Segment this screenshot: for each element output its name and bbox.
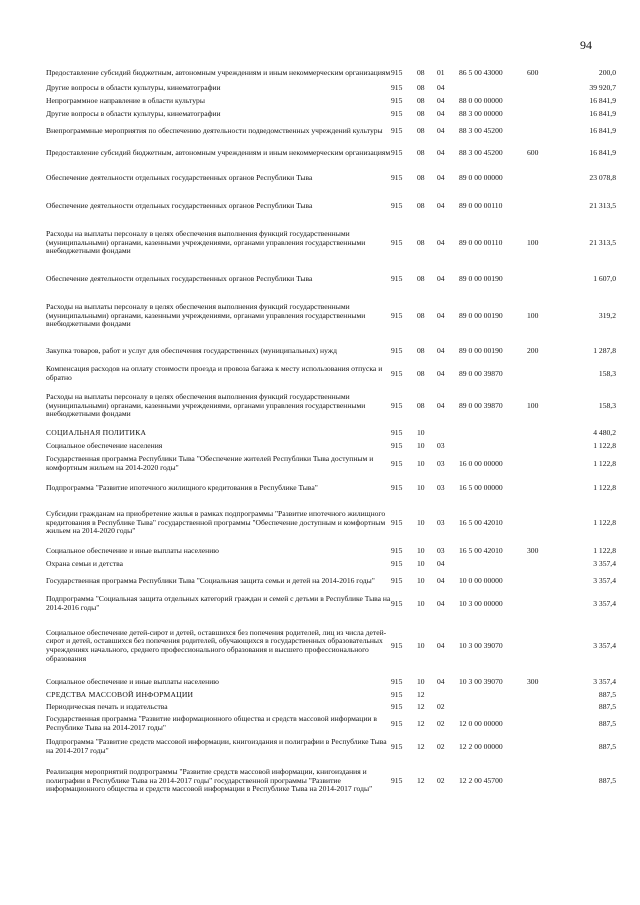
row-subsection-code: 03 — [437, 458, 445, 468]
row-section-code: 12 — [417, 718, 425, 728]
row-name: Государственная программа Республики Тыва "Социальная защита семьи и детей на 2014-2016 годы" — [46, 575, 375, 585]
row-expense-type-code: 200 — [527, 345, 539, 355]
row-section-code: 08 — [417, 273, 425, 283]
row-expense-type-code — [527, 689, 559, 701]
row-name: Обеспечение деятельности отдельных государственных органов Республики Тыва — [46, 172, 313, 182]
table-row — [46, 475, 616, 501]
row-subsection-code: 04 — [437, 640, 445, 650]
row-section-code: 12 — [417, 775, 425, 785]
table-row — [46, 545, 616, 558]
row-section-code: 10 — [417, 458, 425, 468]
row-target-article-code: 88 0 00 00000 — [459, 96, 503, 106]
row-name: Предоставление субсидий бюджетным, автономным учреждениям и иным некоммерческим организациям — [46, 67, 391, 77]
row-expense-type-code — [527, 701, 559, 713]
row-amount: 887,5 — [598, 701, 616, 711]
row-ministry-code: 915 — [391, 677, 403, 687]
row-ministry-code: 915 — [391, 775, 403, 785]
row-section-code: 08 — [417, 96, 425, 106]
row-target-article-code: 16 5 00 00000 — [459, 482, 503, 492]
row-subsection-code: 03 — [437, 517, 445, 527]
row-ministry-code: 915 — [391, 83, 403, 93]
row-expense-type-code: 300 — [527, 546, 539, 556]
row-expense-type-code: 300 — [527, 677, 539, 687]
table-row — [46, 713, 616, 735]
row-ministry-code: 915 — [391, 96, 403, 106]
row-amount: 3 357,4 — [593, 575, 616, 585]
row-target-article-code — [459, 440, 527, 453]
row-amount: 1 122,8 — [593, 441, 616, 451]
row-name: Другие вопросы в области культуры, кинематографии — [46, 109, 221, 119]
row-name: Подпрограмма "Социальная защита отдельных категорий граждан и семей с детьми в Республике Тыва на 2014-2016 годы" — [46, 594, 391, 612]
row-expense-type-code — [527, 363, 559, 385]
row-target-article-code: 89 0 00 39870 — [459, 368, 503, 378]
row-section-code: 10 — [417, 546, 425, 556]
row-expense-type-code — [527, 713, 559, 735]
row-target-article-code: 10 0 00 00000 — [459, 575, 503, 585]
row-target-article-code: 89 0 00 00110 — [459, 237, 503, 247]
row-name: Социальное обеспечение и иные выплаты населению — [46, 546, 219, 556]
row-subsection-code: 03 — [437, 546, 445, 556]
row-expense-type-code: 100 — [527, 310, 539, 320]
row-subsection-code: 04 — [437, 368, 445, 378]
row-name: Обеспечение деятельности отдельных государственных органов Республики Тыва — [46, 273, 313, 283]
row-expense-type-code — [527, 82, 559, 95]
row-amount: 1 287,8 — [593, 345, 616, 355]
row-subsection-code: 02 — [437, 701, 445, 711]
row-ministry-code: 915 — [391, 640, 403, 650]
row-ministry-code: 915 — [391, 718, 403, 728]
row-section-code: 08 — [417, 200, 425, 210]
row-section-code: 08 — [417, 237, 425, 247]
row-expense-type-code: 600 — [527, 147, 539, 157]
row-target-article-code — [459, 701, 527, 713]
row-target-article-code: 12 0 00 00000 — [459, 718, 503, 728]
row-target-article-code: 10 3 00 00000 — [459, 598, 503, 608]
row-expense-type-code: 600 — [527, 67, 539, 77]
row-name: Охрана семьи и детства — [46, 558, 123, 568]
row-amount: 21 313,5 — [589, 237, 616, 247]
row-expense-type-code — [527, 453, 559, 475]
row-amount: 158,3 — [598, 400, 616, 410]
row-subsection-code: 03 — [437, 441, 445, 451]
row-ministry-code: 915 — [391, 701, 403, 711]
row-subsection-code: 04 — [437, 400, 445, 410]
row-subsection-code: 04 — [437, 598, 445, 608]
row-subsection-code: 04 — [437, 345, 445, 355]
row-name: Обеспечение деятельности отдельных государственных органов Республики Тыва — [46, 200, 313, 210]
row-expense-type-code: 100 — [527, 400, 539, 410]
row-section-code: 08 — [417, 125, 425, 135]
row-subsection-code: 02 — [437, 741, 445, 751]
row-subsection-code: 04 — [437, 273, 445, 283]
table-row — [46, 221, 616, 265]
row-ministry-code: 915 — [391, 482, 403, 492]
row-ministry-code: 915 — [391, 310, 403, 320]
table-row — [46, 427, 616, 440]
row-expense-type-code: 100 — [527, 237, 539, 247]
row-amount: 887,5 — [598, 689, 616, 699]
row-name: Периодическая печать и издательства — [46, 701, 168, 711]
row-section-code: 08 — [417, 345, 425, 355]
row-name: Внепрограммные мероприятия по обеспечению деятельности подведомственных учреждений культуры — [46, 125, 383, 135]
table-row — [46, 759, 616, 803]
row-expense-type-code — [527, 265, 559, 293]
row-name: Подпрограмма "Развитие средств массовой информации, книгоиздания и полиграфии в Республике Тыва на 2014-2017 годы" — [46, 737, 387, 755]
row-expense-type-code — [527, 475, 559, 501]
row-ministry-code: 915 — [391, 598, 403, 608]
row-target-article-code: 89 0 00 39870 — [459, 400, 503, 410]
budget-table — [46, 64, 616, 803]
row-subsection-code: 04 — [437, 109, 445, 119]
row-target-article-code: 10 3 00 39070 — [459, 677, 503, 687]
row-expense-type-code — [527, 440, 559, 453]
row-ministry-code: 915 — [391, 172, 403, 182]
row-amount: 16 841,9 — [589, 109, 616, 119]
row-expense-type-code — [527, 759, 559, 803]
row-amount: 4 480,2 — [593, 428, 616, 438]
row-ministry-code: 915 — [391, 428, 403, 438]
row-target-article-code — [459, 427, 527, 440]
row-ministry-code: 915 — [391, 458, 403, 468]
row-name: Расходы на выплаты персоналу в целях обеспечения выполнения функций государственными (муниципальными) органами, казенными учреждениями, органами управления государственными внебюджетными фондами — [46, 301, 366, 329]
row-target-article-code: 89 0 00 00110 — [459, 200, 503, 210]
row-section-code: 10 — [417, 482, 425, 492]
row-target-article-code: 12 2 00 45700 — [459, 775, 503, 785]
row-target-article-code: 16 5 00 42010 — [459, 517, 503, 527]
row-subsection-code: 01 — [437, 67, 445, 77]
table-row — [46, 701, 616, 713]
row-name: Предоставление субсидий бюджетным, автономным учреждениям и иным некоммерческим организациям — [46, 147, 391, 157]
row-section-code: 10 — [417, 598, 425, 608]
budget-table-body — [46, 64, 616, 803]
table-row — [46, 64, 616, 82]
row-ministry-code: 915 — [391, 517, 403, 527]
row-ministry-code: 915 — [391, 109, 403, 119]
row-section-code: 08 — [417, 83, 425, 93]
row-subsection-code: 04 — [437, 575, 445, 585]
row-section-code: 10 — [417, 558, 425, 568]
row-subsection-code: 02 — [437, 775, 445, 785]
row-name: Подпрограмма "Развитие ипотечного жилищного кредитования в Республике Тыва" — [46, 482, 318, 492]
row-amount: 3 357,4 — [593, 598, 616, 608]
row-target-article-code — [459, 689, 527, 701]
table-row — [46, 191, 616, 221]
table-row — [46, 141, 616, 165]
row-subsection-code: 03 — [437, 482, 445, 492]
row-ministry-code: 915 — [391, 546, 403, 556]
row-ministry-code: 915 — [391, 273, 403, 283]
row-name: Непрограммное направление в области культуры — [46, 96, 205, 106]
row-expense-type-code — [527, 108, 559, 121]
table-row — [46, 363, 616, 385]
table-row — [46, 676, 616, 689]
row-section-code: 10 — [417, 575, 425, 585]
table-row — [46, 592, 616, 616]
row-name: Другие вопросы в области культуры, кинематографии — [46, 83, 221, 93]
row-expense-type-code — [527, 558, 559, 570]
row-amount: 1 122,8 — [593, 517, 616, 527]
row-section-code: 10 — [417, 428, 425, 438]
row-target-article-code: 89 0 00 00190 — [459, 345, 503, 355]
row-target-article-code: 12 2 00 00000 — [459, 741, 503, 751]
table-row — [46, 440, 616, 453]
row-section-code: 08 — [417, 400, 425, 410]
row-section-code: 10 — [417, 517, 425, 527]
row-name: СОЦИАЛЬНАЯ ПОЛИТИКА — [46, 428, 147, 438]
row-name: Расходы на выплаты персоналу в целях обеспечения выполнения функций государственными (муниципальными) органами, казенными учреждениями, органами управления государственными внебюджетными фондами — [46, 391, 366, 419]
table-row — [46, 265, 616, 293]
row-subsection-code: 04 — [437, 310, 445, 320]
row-ministry-code: 915 — [391, 368, 403, 378]
table-row — [46, 558, 616, 570]
table-row — [46, 95, 616, 108]
row-section-code: 10 — [417, 640, 425, 650]
row-section-code: 10 — [417, 677, 425, 687]
row-subsection-code: 04 — [437, 558, 445, 568]
row-name: Реализация мероприятий подпрограммы "Развитие средств массовой информации, книгоиздания и полиграфии в Республике Тыва на 2014-2017 годы" государственной программы "Развитие информационного общества и средств массовой информации в Республике Тыва на 2014-2017 годы" — [46, 766, 373, 794]
row-section-code: 08 — [417, 147, 425, 157]
table-row — [46, 82, 616, 95]
page-number: 94 — [580, 38, 592, 52]
row-target-article-code — [459, 558, 527, 570]
row-ministry-code: 915 — [391, 200, 403, 210]
row-amount: 16 841,9 — [589, 125, 616, 135]
row-amount: 23 078,8 — [589, 172, 616, 182]
row-amount: 200,0 — [598, 67, 616, 77]
row-name: Социальное обеспечение и иные выплаты населению — [46, 677, 219, 687]
row-amount: 3 357,4 — [593, 558, 616, 568]
row-ministry-code: 915 — [391, 237, 403, 247]
row-amount: 1 122,8 — [593, 546, 616, 556]
row-name: Закупка товаров, работ и услуг для обеспечения государственных (муниципальных) нужд — [46, 345, 337, 355]
row-expense-type-code — [527, 570, 559, 592]
row-subsection-code: 04 — [437, 677, 445, 687]
row-amount: 887,5 — [598, 775, 616, 785]
row-amount: 319,2 — [598, 310, 616, 320]
row-subsection-code: 04 — [437, 200, 445, 210]
row-amount: 3 357,4 — [593, 640, 616, 650]
row-amount: 887,5 — [598, 741, 616, 751]
row-section-code: 08 — [417, 368, 425, 378]
row-target-article-code: 16 0 00 00000 — [459, 458, 503, 468]
table-row — [46, 293, 616, 339]
row-target-article-code: 10 3 00 39070 — [459, 640, 503, 650]
row-section-code: 08 — [417, 172, 425, 182]
row-target-article-code: 88 3 00 45200 — [459, 147, 503, 157]
row-target-article-code: 86 5 00 43000 — [459, 67, 503, 77]
row-target-article-code: 89 0 00 00190 — [459, 273, 503, 283]
row-amount: 158,3 — [598, 368, 616, 378]
row-ministry-code: 915 — [391, 67, 403, 77]
table-row — [46, 735, 616, 759]
row-amount: 16 841,9 — [589, 147, 616, 157]
row-amount: 3 357,4 — [593, 677, 616, 687]
row-ministry-code: 915 — [391, 400, 403, 410]
row-expense-type-code — [527, 165, 559, 191]
row-amount: 887,5 — [598, 718, 616, 728]
row-ministry-code: 915 — [391, 558, 403, 568]
row-section-code: 08 — [417, 67, 425, 77]
row-ministry-code: 915 — [391, 689, 403, 699]
row-target-article-code: 88 3 00 00000 — [459, 109, 503, 119]
table-row — [46, 616, 616, 676]
row-amount: 21 313,5 — [589, 200, 616, 210]
row-section-code: 12 — [417, 741, 425, 751]
row-expense-type-code — [527, 95, 559, 108]
table-row — [46, 339, 616, 363]
table-row — [46, 165, 616, 191]
row-section-code: 12 — [417, 701, 425, 711]
table-row — [46, 121, 616, 141]
row-subsection-code — [437, 427, 459, 440]
row-expense-type-code — [527, 121, 559, 141]
row-subsection-code: 02 — [437, 718, 445, 728]
row-name: Расходы на выплаты персоналу в целях обеспечения выполнения функций государственными (муниципальными) органами, казенными учреждениями, органами управления государственными внебюджетными фондами — [46, 228, 366, 256]
row-expense-type-code — [527, 592, 559, 616]
row-ministry-code: 915 — [391, 741, 403, 751]
row-amount: 1 607,0 — [593, 273, 616, 283]
row-name: Социальное обеспечение детей-сирот и детей, оставшихся без попечения родителей, лиц из числа детей-сирот и детей, оставшихся без попечения родителей, обучающихся в государственных образовательных учреждениях начального, среднего профессионального образования и высшего профессионального образования — [46, 627, 387, 663]
row-subsection-code — [437, 689, 459, 701]
row-target-article-code: 16 5 00 42010 — [459, 546, 503, 556]
row-name: СРЕДСТВА МАССОВОЙ ИНФОРМАЦИИ — [46, 689, 194, 699]
row-name: Социальное обеспечение населения — [46, 441, 163, 451]
row-amount: 1 122,8 — [593, 458, 616, 468]
table-row — [46, 385, 616, 427]
row-amount: 39 920,7 — [589, 83, 616, 93]
row-expense-type-code — [527, 735, 559, 759]
table-row — [46, 689, 616, 701]
row-target-article-code: 88 3 00 45200 — [459, 125, 503, 135]
row-name: Государственная программа "Развитие информационного общества и средств массовой информации в Республике Тыва на 2014-2017 годы" — [46, 714, 377, 732]
table-row — [46, 501, 616, 545]
row-target-article-code: 89 0 00 00190 — [459, 310, 503, 320]
row-target-article-code — [459, 82, 527, 95]
row-ministry-code: 915 — [391, 575, 403, 585]
row-subsection-code: 04 — [437, 125, 445, 135]
row-expense-type-code — [527, 501, 559, 545]
row-subsection-code: 04 — [437, 172, 445, 182]
row-subsection-code: 04 — [437, 83, 445, 93]
row-name: Субсидии гражданам на приобретение жилья в рамках подпрограммы "Развитие ипотечного жилищного кредитования в Республике Тыва" государственной программы "Обеспечение доступным и комфортным жильем на 2014-2020 годы" — [46, 508, 386, 536]
row-section-code: 08 — [417, 109, 425, 119]
row-subsection-code: 04 — [437, 147, 445, 157]
table-row — [46, 570, 616, 592]
row-expense-type-code — [527, 616, 559, 676]
table-row — [46, 453, 616, 475]
row-name: Государственная программа Республики Тыва "Обеспечение жителей Республики Тыва доступным и комфортным жильем на 2014-2020 годы" — [46, 454, 374, 472]
row-ministry-code: 915 — [391, 125, 403, 135]
table-row — [46, 108, 616, 121]
row-amount: 16 841,9 — [589, 96, 616, 106]
row-ministry-code: 915 — [391, 147, 403, 157]
row-expense-type-code — [527, 427, 559, 440]
row-subsection-code: 04 — [437, 96, 445, 106]
row-amount: 1 122,8 — [593, 482, 616, 492]
row-ministry-code: 915 — [391, 345, 403, 355]
row-ministry-code: 915 — [391, 441, 403, 451]
row-section-code: 08 — [417, 310, 425, 320]
row-expense-type-code — [527, 191, 559, 221]
row-target-article-code: 89 0 00 00000 — [459, 172, 503, 182]
row-section-code: 12 — [417, 689, 425, 699]
row-section-code: 10 — [417, 441, 425, 451]
row-name: Компенсация расходов на оплату стоимости проезда и провоза багажа к месту использования отпуска и обратно — [46, 364, 383, 382]
row-subsection-code: 04 — [437, 237, 445, 247]
